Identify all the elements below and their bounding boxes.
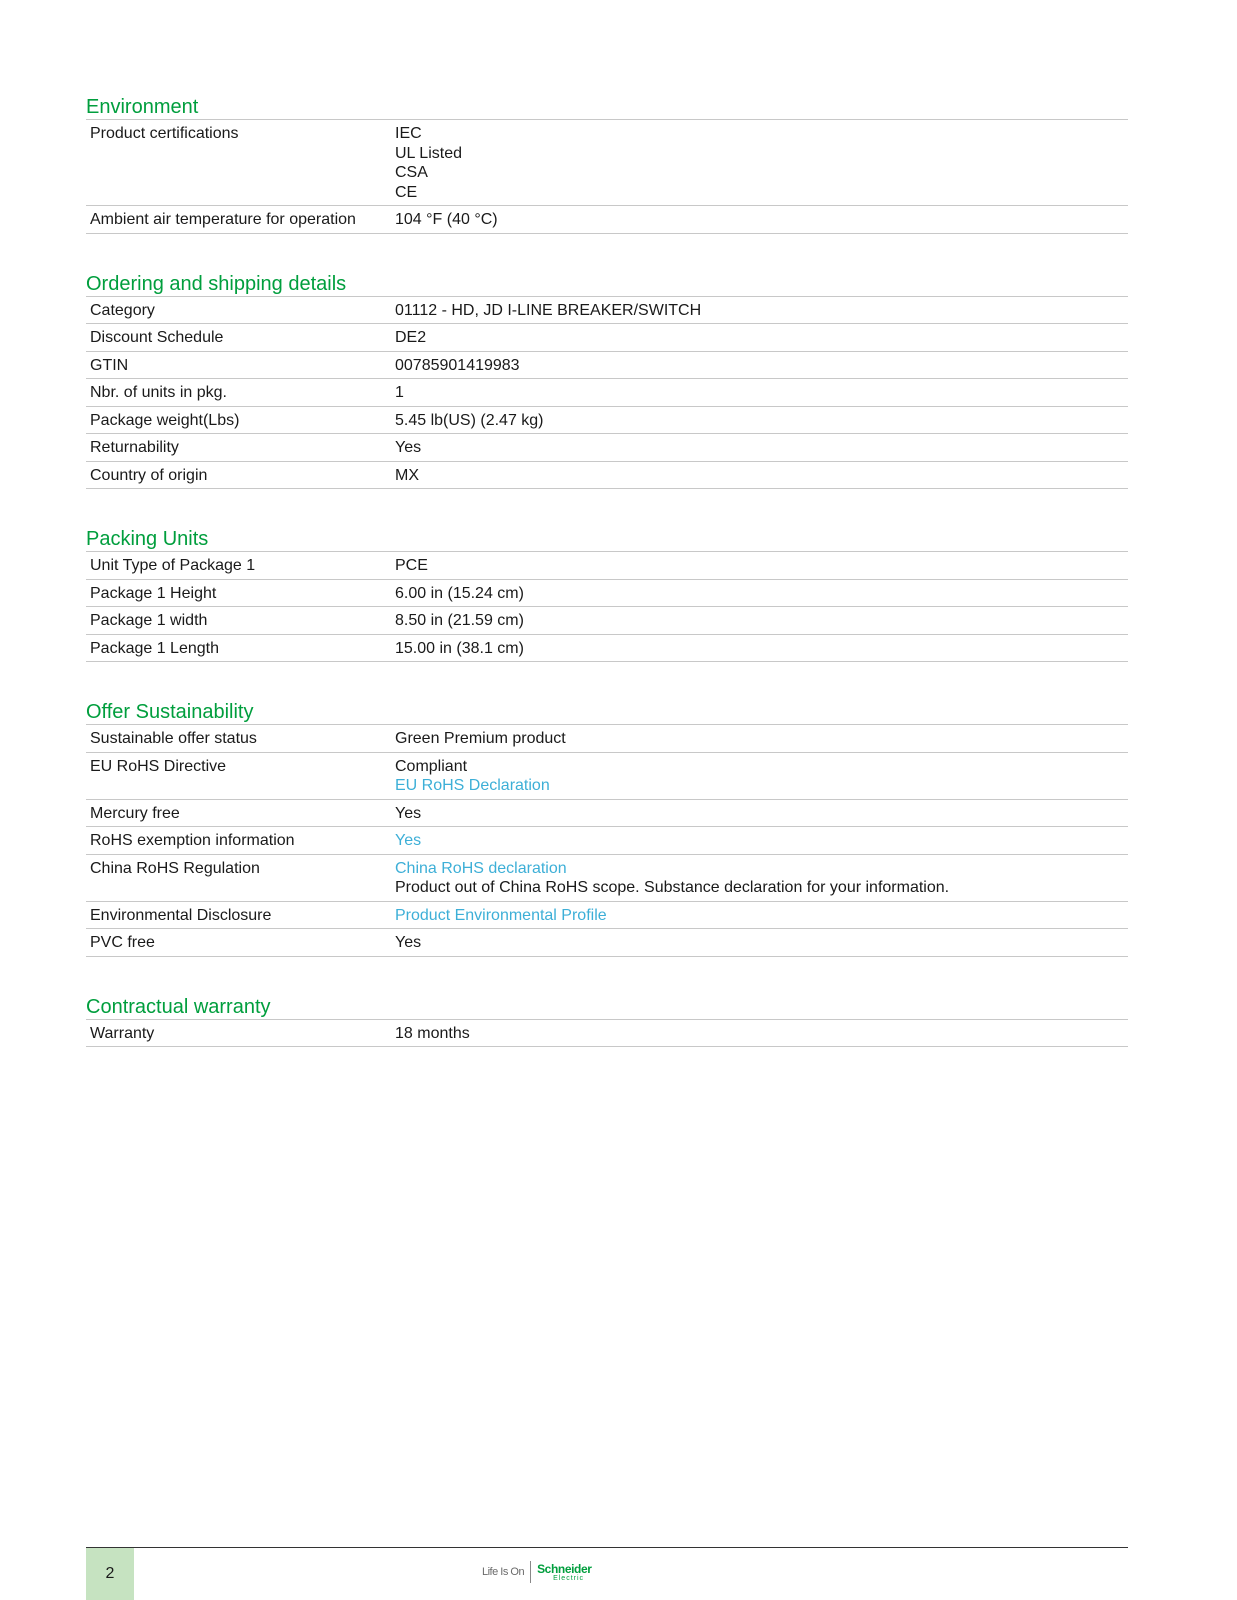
spec-label: Mercury free — [90, 804, 180, 822]
spec-value-text: 8.50 in (21.59 cm) — [395, 612, 524, 629]
spec-value — [391, 933, 1128, 953]
spec-value — [391, 729, 1128, 749]
spec-label: GTIN — [90, 356, 129, 374]
logo-brand — [537, 1563, 591, 1582]
spec-value — [391, 804, 1128, 824]
spec-value — [391, 831, 1128, 851]
spec-row — [86, 753, 1128, 800]
spec-value-text: MX — [395, 466, 419, 484]
spec-row — [86, 324, 1128, 352]
spec-value-link[interactable]: Yes — [395, 832, 422, 849]
spec-value — [391, 328, 1128, 348]
spec-value-text: 5.45 lb(US) (2.47 kg) — [395, 411, 544, 429]
spec-value — [391, 124, 1128, 202]
spec-value — [391, 639, 1128, 659]
spec-row — [86, 855, 1128, 902]
spec-value — [391, 859, 1128, 898]
spec-label: RoHS exemption information — [90, 832, 295, 849]
spec-label: Environmental Disclosure — [90, 906, 272, 924]
spec-label: Sustainable offer status — [90, 730, 257, 747]
spec-value — [391, 411, 1128, 431]
spec-label: Discount Schedule — [90, 329, 224, 346]
page-number: 2 — [86, 1548, 134, 1600]
spec-label: Package 1 Length — [90, 639, 219, 657]
logo-tagline: Life Is On — [482, 1566, 525, 1578]
spec-value-text: 18 months — [395, 1024, 470, 1042]
spec-row — [86, 1020, 1128, 1048]
spec-row — [86, 607, 1128, 635]
spec-value-text: Compliant — [395, 757, 468, 775]
spec-value — [391, 1024, 1128, 1044]
spec-row — [86, 580, 1128, 608]
spec-row — [86, 827, 1128, 855]
spec-value — [391, 356, 1128, 376]
spec-label: PVC free — [90, 934, 155, 951]
spec-value-text: PCE — [395, 557, 428, 574]
spec-row — [86, 635, 1128, 663]
spec-value — [391, 556, 1128, 576]
spec-value — [391, 757, 1128, 796]
spec-value-text: CSA — [395, 164, 428, 181]
spec-row — [86, 434, 1128, 462]
footer-divider — [86, 1547, 1128, 1548]
spec-label: Warranty — [90, 1024, 155, 1042]
spec-value-text: Yes — [395, 934, 422, 951]
spec-value — [391, 584, 1128, 604]
spec-value-text: UL Listed — [395, 144, 462, 162]
spec-value-link[interactable]: China RoHS declaration — [395, 859, 567, 877]
spec-value — [391, 210, 1128, 230]
section-ordering-and-shipping-details — [86, 272, 1128, 490]
spec-row — [86, 120, 1128, 206]
logo-brand-sub: Electric — [553, 1574, 585, 1582]
spec-row — [86, 725, 1128, 753]
spec-value — [391, 906, 1128, 926]
spec-row — [86, 462, 1128, 490]
section-title: Offer Sustainability — [86, 700, 1128, 725]
spec-label: Category — [90, 301, 155, 319]
spec-row — [86, 929, 1128, 957]
spec-label: Package 1 Height — [90, 584, 217, 602]
spec-row — [86, 352, 1128, 380]
brand-logo — [482, 1560, 592, 1584]
spec-value-link[interactable]: EU RoHS Declaration — [395, 777, 550, 794]
spec-value-text: Yes — [395, 439, 422, 456]
spec-value-text: Green Premium product — [395, 730, 566, 747]
spec-label: Product certifications — [90, 125, 239, 142]
section-title: Packing Units — [86, 527, 1128, 552]
logo-separator — [530, 1561, 531, 1583]
spec-row — [86, 902, 1128, 930]
spec-row — [86, 206, 1128, 234]
spec-label: China RoHS Regulation — [90, 859, 260, 877]
section-environment — [86, 95, 1128, 234]
spec-value-text: 01112 - HD, JD I-LINE BREAKER/SWITCH — [395, 301, 702, 319]
section-contractual-warranty — [86, 995, 1128, 1048]
logo-brand-name: Schneider — [537, 1561, 592, 1576]
spec-row — [86, 379, 1128, 407]
section-packing-units — [86, 527, 1128, 662]
spec-label: Ambient air temperature for operation — [90, 211, 356, 228]
spec-row — [86, 297, 1128, 325]
spec-value-text: CE — [395, 183, 418, 201]
spec-label: Package weight(Lbs) — [90, 411, 240, 429]
spec-value — [391, 301, 1128, 321]
spec-value-text: 00785901419983 — [395, 356, 520, 374]
spec-label: Country of origin — [90, 466, 208, 484]
spec-value-text: DE2 — [395, 329, 427, 346]
spec-value-text: 1 — [395, 384, 404, 401]
spec-value-text: Product out of China RoHS scope. Substance declaration for your information. — [395, 879, 950, 896]
spec-value-text: Yes — [395, 804, 422, 822]
spec-label: Returnability — [90, 439, 179, 456]
spec-value-text: IEC — [395, 125, 422, 142]
spec-row — [86, 800, 1128, 828]
section-title: Ordering and shipping details — [86, 272, 1128, 297]
spec-label: Nbr. of units in pkg. — [90, 384, 227, 401]
spec-label: Package 1 width — [90, 612, 208, 629]
spec-content — [86, 95, 1128, 1085]
spec-value-text: 15.00 in (38.1 cm) — [395, 639, 524, 657]
spec-value — [391, 438, 1128, 458]
spec-row — [86, 552, 1128, 580]
section-title: Environment — [86, 95, 1128, 120]
spec-value — [391, 466, 1128, 486]
spec-value — [391, 383, 1128, 403]
spec-value — [391, 611, 1128, 631]
spec-label: EU RoHS Directive — [90, 757, 227, 775]
spec-value-text: 6.00 in (15.24 cm) — [395, 584, 524, 602]
spec-row — [86, 407, 1128, 435]
section-title: Contractual warranty — [86, 995, 1128, 1020]
spec-label: Unit Type of Package 1 — [90, 557, 256, 574]
spec-value-link[interactable]: Product Environmental Profile — [395, 906, 607, 924]
spec-value-text: 104 °F (40 °C) — [395, 211, 498, 228]
section-offer-sustainability — [86, 700, 1128, 957]
